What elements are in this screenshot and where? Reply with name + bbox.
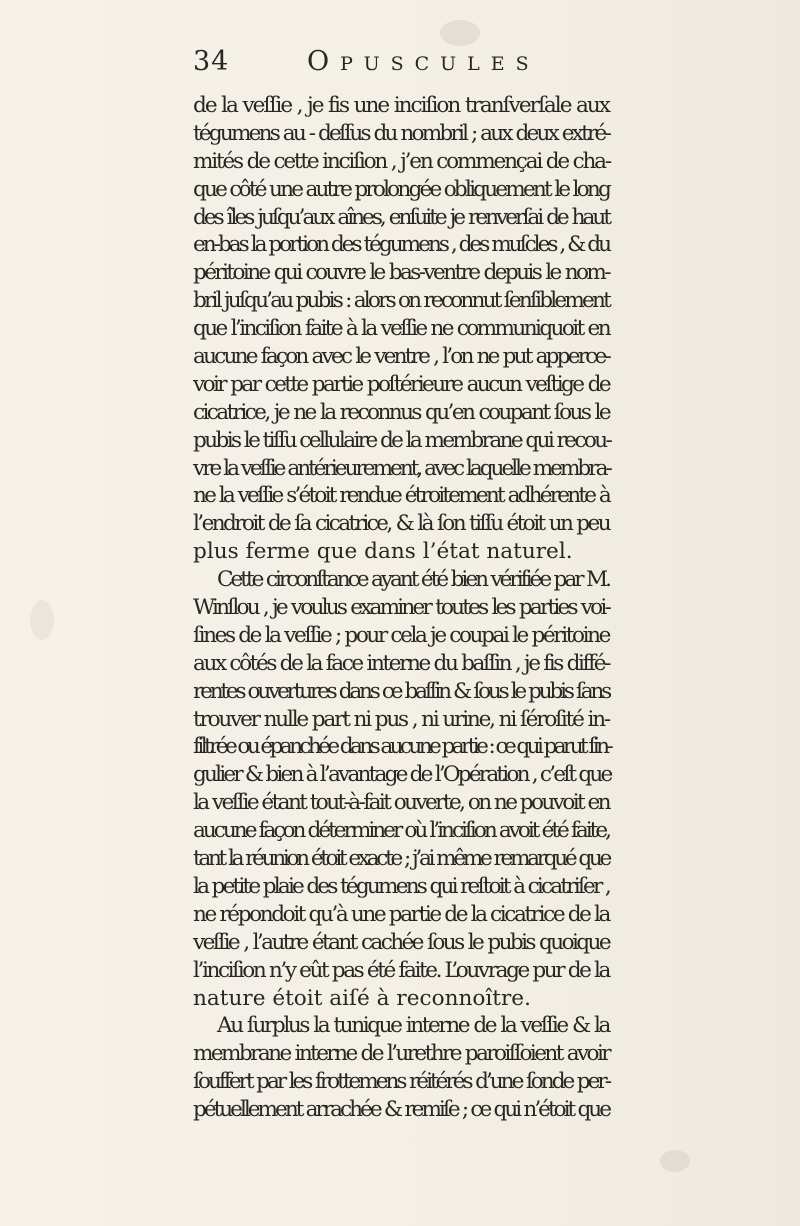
text-line: gulier & bien à l’avantage de l’Opération , c’eſt que <box>193 762 611 788</box>
text-line: aucune façon avec le ventre , l’on ne put apperce- <box>193 344 609 370</box>
text-line: aux côtés de la face interne du baſſin , je fis diffé- <box>193 650 609 676</box>
text-line: ne la veſſie s’étoit rendue étroitement adhérente à <box>193 483 609 509</box>
text-line: cicatrice, je ne la reconnus qu’en coupant ſous le <box>193 399 609 425</box>
text-line: Cette circonſtance ayant été bien vérifiée par M. <box>217 567 609 593</box>
paper-stain <box>30 600 54 640</box>
text-line: nature étoit aiſé à reconnoître. <box>193 985 531 1011</box>
body-text <box>193 92 609 1124</box>
text-line: veſſie , l’autre étant cachée ſous le pubis quoique <box>193 929 609 955</box>
running-title: Opuscules <box>307 46 540 77</box>
page-header <box>193 46 603 90</box>
text-line: la petite plaie des tégumens qui reſtoit à cicatriſer , <box>193 873 609 899</box>
text-line: ne répondoit qu’à une partie de la cicatrice de la <box>193 901 609 927</box>
text-line: que côté une autre prolongée obliquement le long <box>193 176 609 202</box>
text-line: ſouffert par les frottemens réitérés d’une ſonde per- <box>193 1069 609 1095</box>
text-line: trouver nulle part ni pus , ni urine, ni ſéroſité in- <box>193 706 609 732</box>
text-line: membrane interne de l’urethre paroiſſoient avoir <box>193 1041 609 1067</box>
text-line: voir par cette partie poſtérieure aucun veſtige de <box>193 371 609 397</box>
paper-stain <box>660 1150 690 1172</box>
text-line: des îles juſqu’aux aînes, enſuite je renverſai de haut <box>193 204 609 230</box>
text-line: pétuellement arrachée & remiſe ; ce qui n’étoit que <box>193 1097 609 1123</box>
text-line: tant la réunion étoit exacte ; j’ai même remarqué que <box>193 846 609 872</box>
text-line: la veſſie étant tout-à-fait ouverte, on ne pouvoit en <box>193 790 609 816</box>
text-line: rentes ouvertures dans ce baſſin & ſous le pubis ſans <box>193 678 609 704</box>
page-number: 34 <box>193 46 230 77</box>
text-line: que l’inciſion faite à la veſſie ne communiquoit en <box>193 316 609 342</box>
text-line: filtrée ou épanchée dans aucune partie : ce qui parut ſin- <box>193 734 611 760</box>
text-line: mités de cette inciſion , j’en commençai de cha- <box>193 148 610 174</box>
text-line: ſines de la veſſie ; pour cela je coupai le péritoine <box>193 622 609 648</box>
text-line: l’inciſion n’y eût pas été faite. L’ouvrage pur de la <box>193 957 609 983</box>
text-line: péritoine qui couvre le bas-ventre depuis le nom- <box>193 260 609 286</box>
text-line: l’endroit de ſa cicatrice, & là ſon tiſſu étoit un peu <box>193 511 609 537</box>
text-line: aucune façon déterminer où l’inciſion avoit été faite, <box>193 818 609 844</box>
paper-stain <box>440 20 480 46</box>
text-line: plus ferme que dans l’état naturel. <box>193 539 573 565</box>
text-line: pubis le tiſſu cellulaire de la membrane qui recou- <box>193 427 611 453</box>
text-line: en-bas la portion des tégumens , des muſcles , & du <box>193 232 609 258</box>
text-line: tégumens au - deſſus du nombril ; aux deux extré- <box>193 120 609 146</box>
text-line: vre la veſſie antérieurement, avec laquelle membra- <box>193 455 610 481</box>
text-line: bril juſqu’au pubis : alors on reconnut ſenſiblement <box>193 288 609 314</box>
text-line: Au ſurplus la tunique interne de la veſſie & la <box>217 1013 609 1039</box>
text-line: Winſlou , je voulus examiner toutes les parties voi- <box>193 595 609 621</box>
text-line: de la veſſie , je fis une inciſion tranſverſale aux <box>193 93 609 118</box>
